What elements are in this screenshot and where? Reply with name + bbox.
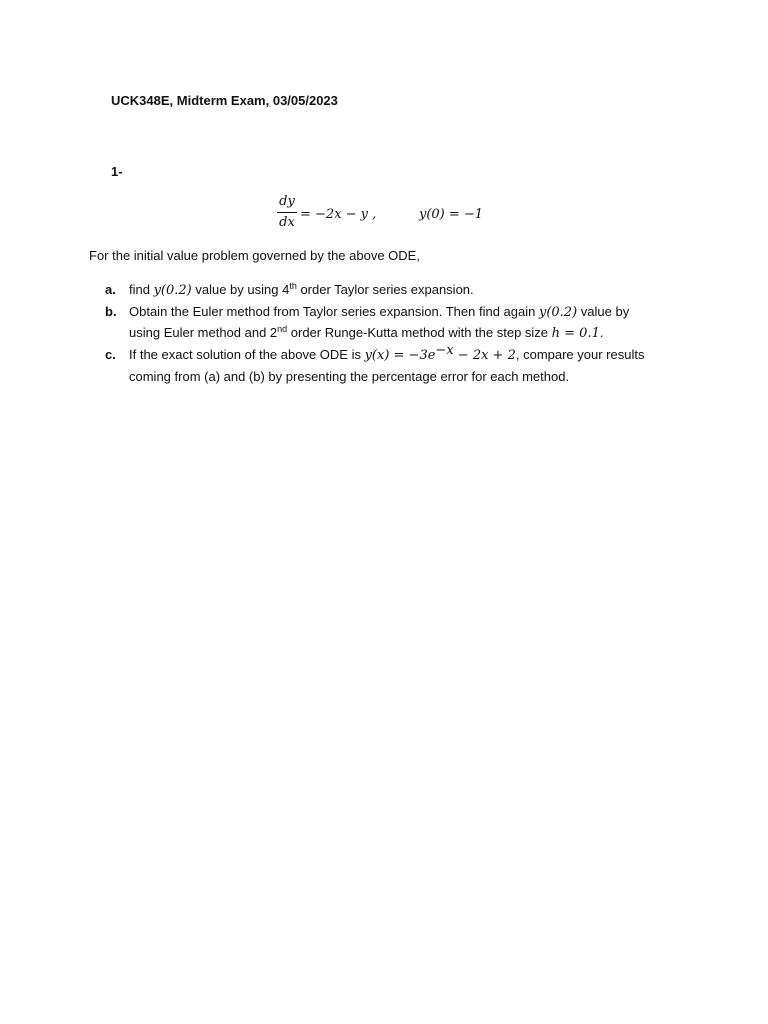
math-expression: y(x) = −3e — [364, 348, 436, 363]
text-segment: . — [599, 325, 604, 340]
text-segment: find — [129, 282, 154, 297]
fraction-numerator: dy — [279, 194, 295, 209]
superscript: th — [289, 281, 297, 291]
item-line — [129, 343, 645, 363]
text-segment: If the exact solution of the above ODE is — [129, 347, 365, 362]
item-marker: c. — [105, 347, 116, 362]
fraction-denominator: dx — [279, 215, 295, 230]
math-expression: h = 0.1 — [551, 326, 600, 341]
text-segment: , compare your results — [515, 347, 645, 362]
equation-rhs: = −2x − y , — [300, 207, 377, 222]
text-segment: using Euler method and 2 — [129, 325, 278, 340]
superscript: −x — [435, 343, 454, 358]
text-segment: order Runge-Kutta method with the step size — [287, 325, 552, 340]
math-expression: − 2x + 2 — [453, 348, 516, 363]
text-segment: order Taylor series expansion. — [296, 282, 474, 297]
text-segment: coming from (a) and (b) by presenting the percentage error for each method. — [129, 369, 570, 384]
item-line — [129, 369, 569, 384]
derivative-fraction — [277, 194, 297, 231]
math-expression: y(0.2) — [538, 305, 578, 320]
text-segment: value by using 4 — [191, 282, 290, 297]
text-segment: Obtain the Euler method from Taylor series expansion. Then find again — [129, 304, 539, 319]
initial-condition: y(0) = −1 — [419, 207, 484, 222]
text-segment: value by — [577, 304, 630, 319]
item-line — [129, 282, 474, 298]
problem-intro: For the initial value problem governed by the above ODE, — [89, 248, 420, 263]
item-marker: b. — [105, 304, 117, 319]
math-expression: y(0.2) — [153, 283, 192, 298]
exam-header: UCK348E, Midterm Exam, 03/05/2023 — [111, 93, 338, 108]
question-number: 1- — [111, 164, 123, 179]
fraction-bar — [277, 212, 297, 213]
ode-equation — [277, 194, 537, 234]
item-line — [129, 304, 629, 320]
item-line — [129, 325, 604, 341]
superscript: nd — [277, 324, 288, 334]
item-marker: a. — [105, 282, 116, 297]
